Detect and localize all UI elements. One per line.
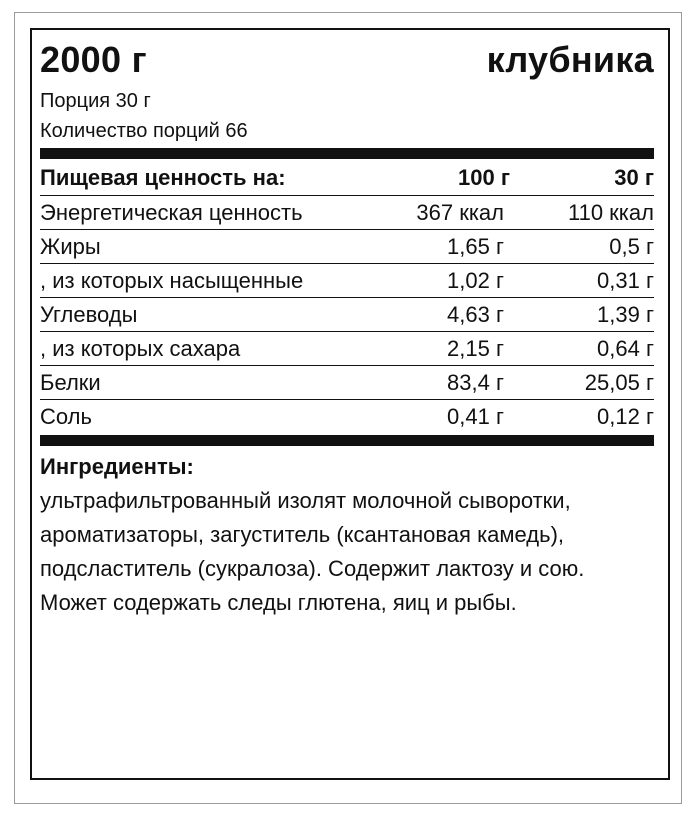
nutrient-name: Углеводы [40,298,370,332]
nutrient-name: Соль [40,404,92,429]
ingredients-section [40,450,654,620]
value-per-100g: 1,65 г [370,230,510,264]
servings-count: Количество порций 66 [40,120,248,142]
package-weight: 2000 г [40,39,147,80]
value-per-100g: 0,41 г [447,404,504,429]
value-per-30g: 0,5 г [510,230,654,264]
value-per-30g: 0,64 г [510,332,654,366]
header-per-30g: 30 г [510,159,654,196]
table-row [40,366,654,400]
value-per-100g: 2,15 г [370,332,510,366]
value-per-30g: 110 ккал [510,196,654,230]
top-thick-divider [40,148,654,159]
table-row [40,332,654,366]
nutrition-table [40,159,654,433]
table-row [40,230,654,264]
nutrient-name: Жиры [40,230,370,264]
table-row [40,264,654,298]
nutrient-name: Энергетическая ценность [40,196,370,230]
nutrient-name: , из которых сахара [40,332,370,366]
value-per-30g: 25,05 г [510,366,654,400]
bottom-thick-divider [40,435,654,446]
table-row [40,298,654,332]
nutrient-name: Белки [40,366,370,400]
table-row [40,400,654,434]
value-per-30g: 0,31 г [510,264,654,298]
label-header [40,38,654,86]
value-per-100g: 4,63 г [370,298,510,332]
serving-size: Порция 30 г [40,90,151,112]
flavor-name: клубника [486,39,654,80]
value-per-100g: 83,4 г [370,366,510,400]
header-label: Пищевая ценность на: [40,159,370,196]
table-header-row [40,159,654,196]
ingredients-title: Ингредиенты: [40,454,194,479]
value-per-30g: 0,12 г [597,404,654,429]
header-per-100g: 100 г [370,159,510,196]
value-per-30g: 1,39 г [510,298,654,332]
table-row [40,196,654,230]
nutrient-name: , из которых насыщенные [40,264,370,298]
nutrition-label [40,38,654,620]
value-per-100g: 1,02 г [370,264,510,298]
ingredients-text: ультрафильтрованный изолят молочной сыворотки, ароматизаторы, загуститель (ксантановая камедь), подсластитель (сукралоза). Содержит лактозу и сою. Может содержать следы глютена, яиц и рыбы. [40,488,585,615]
value-per-100g: 367 ккал [370,196,510,230]
